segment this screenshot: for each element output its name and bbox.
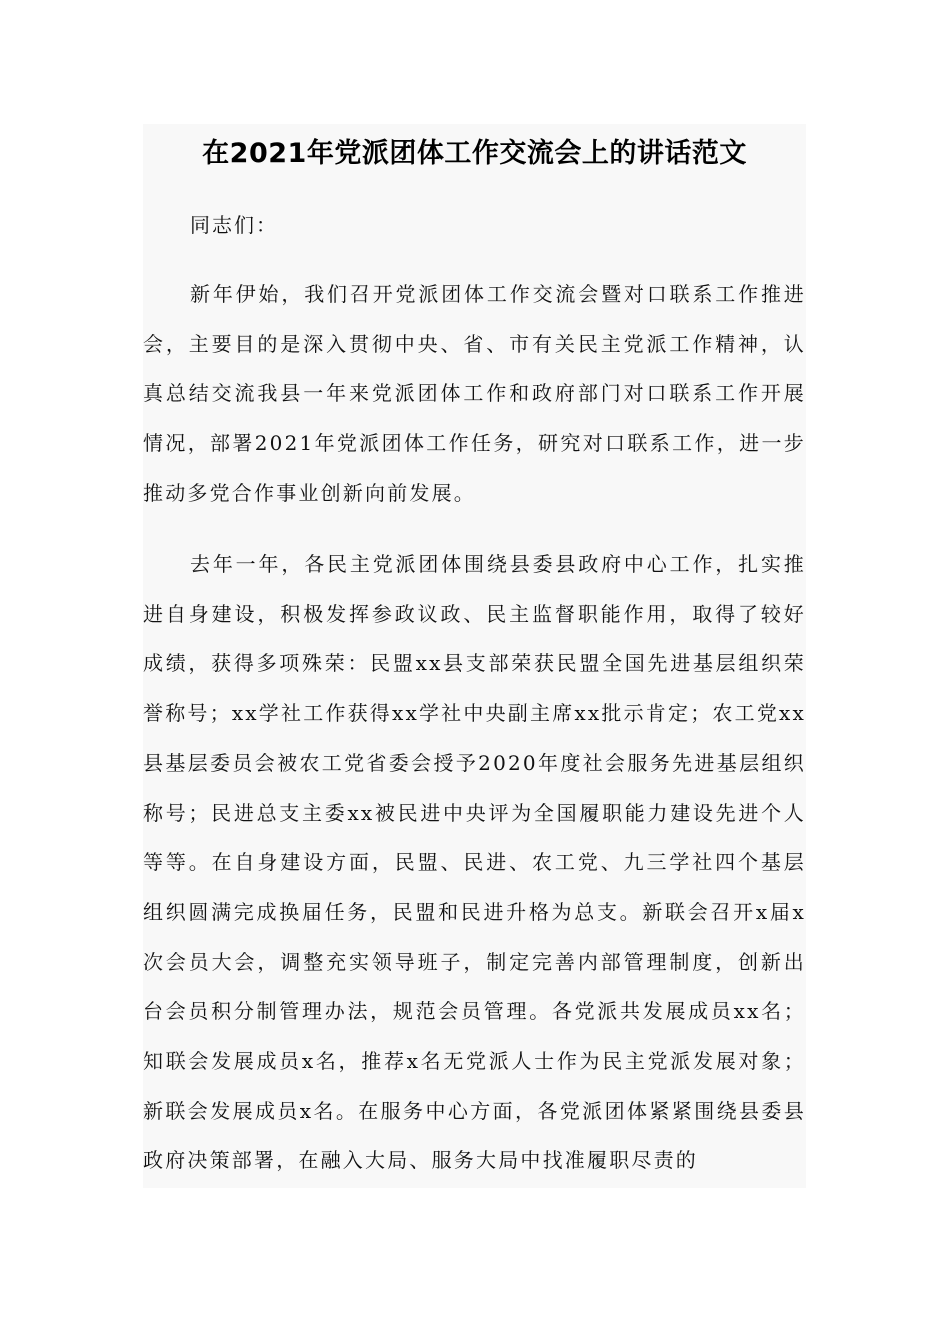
document-page xyxy=(143,124,806,1188)
salutation: 同志们： xyxy=(190,213,278,237)
paragraph-opening: 新年伊始，我们召开党派团体工作交流会暨对口联系工作推进会，主要目的是深入贯彻中央、省、市有关民主党派工作精神，认真总结交流我县一年来党派团体工作和政府部门对口联系工作开展情况，部署2021年党派团体工作任务，研究对口联系工作，进一步推动多党合作事业创新向前发展。 xyxy=(143,282,806,505)
paragraph-review: 去年一年，各民主党派团体围绕县委县政府中心工作，扎实推进自身建设，积极发挥参政议政、民主监督职能作用，取得了较好成绩，获得多项殊荣：民盟xx县支部荣获民盟全国先进基层组织荣誉称号；xx学社工作获得xx学社中央副主席xx批示肯定；农工党xx县基层委员会被农工党省委会授予2020年度社会服务先进基层组织称号；民进总支主委xx被民进中央评为全国履职能力建设先进个人等等。在自身建设方面，民盟、民进、农工党、九三学社四个基层组织圆满完成换届任务，民盟和民进升格为总支。新联会召开x届x次会员大会，调整充实领导班子，制定完善内部管理制度，创新出台会员积分制管理办法，规范会员管理。各党派共发展成员xx名；知联会发展成员x名，推荐x名无党派人士作为民主党派发展对象；新联会发展成员x名。在服务中心方面，各党派团体紧紧围绕县委县政府决策部署，在融入大局、服务大局中找准履职尽责的 xyxy=(143,552,806,1173)
document-title: 在2021年党派团体工作交流会上的讲话范文 xyxy=(202,138,747,169)
